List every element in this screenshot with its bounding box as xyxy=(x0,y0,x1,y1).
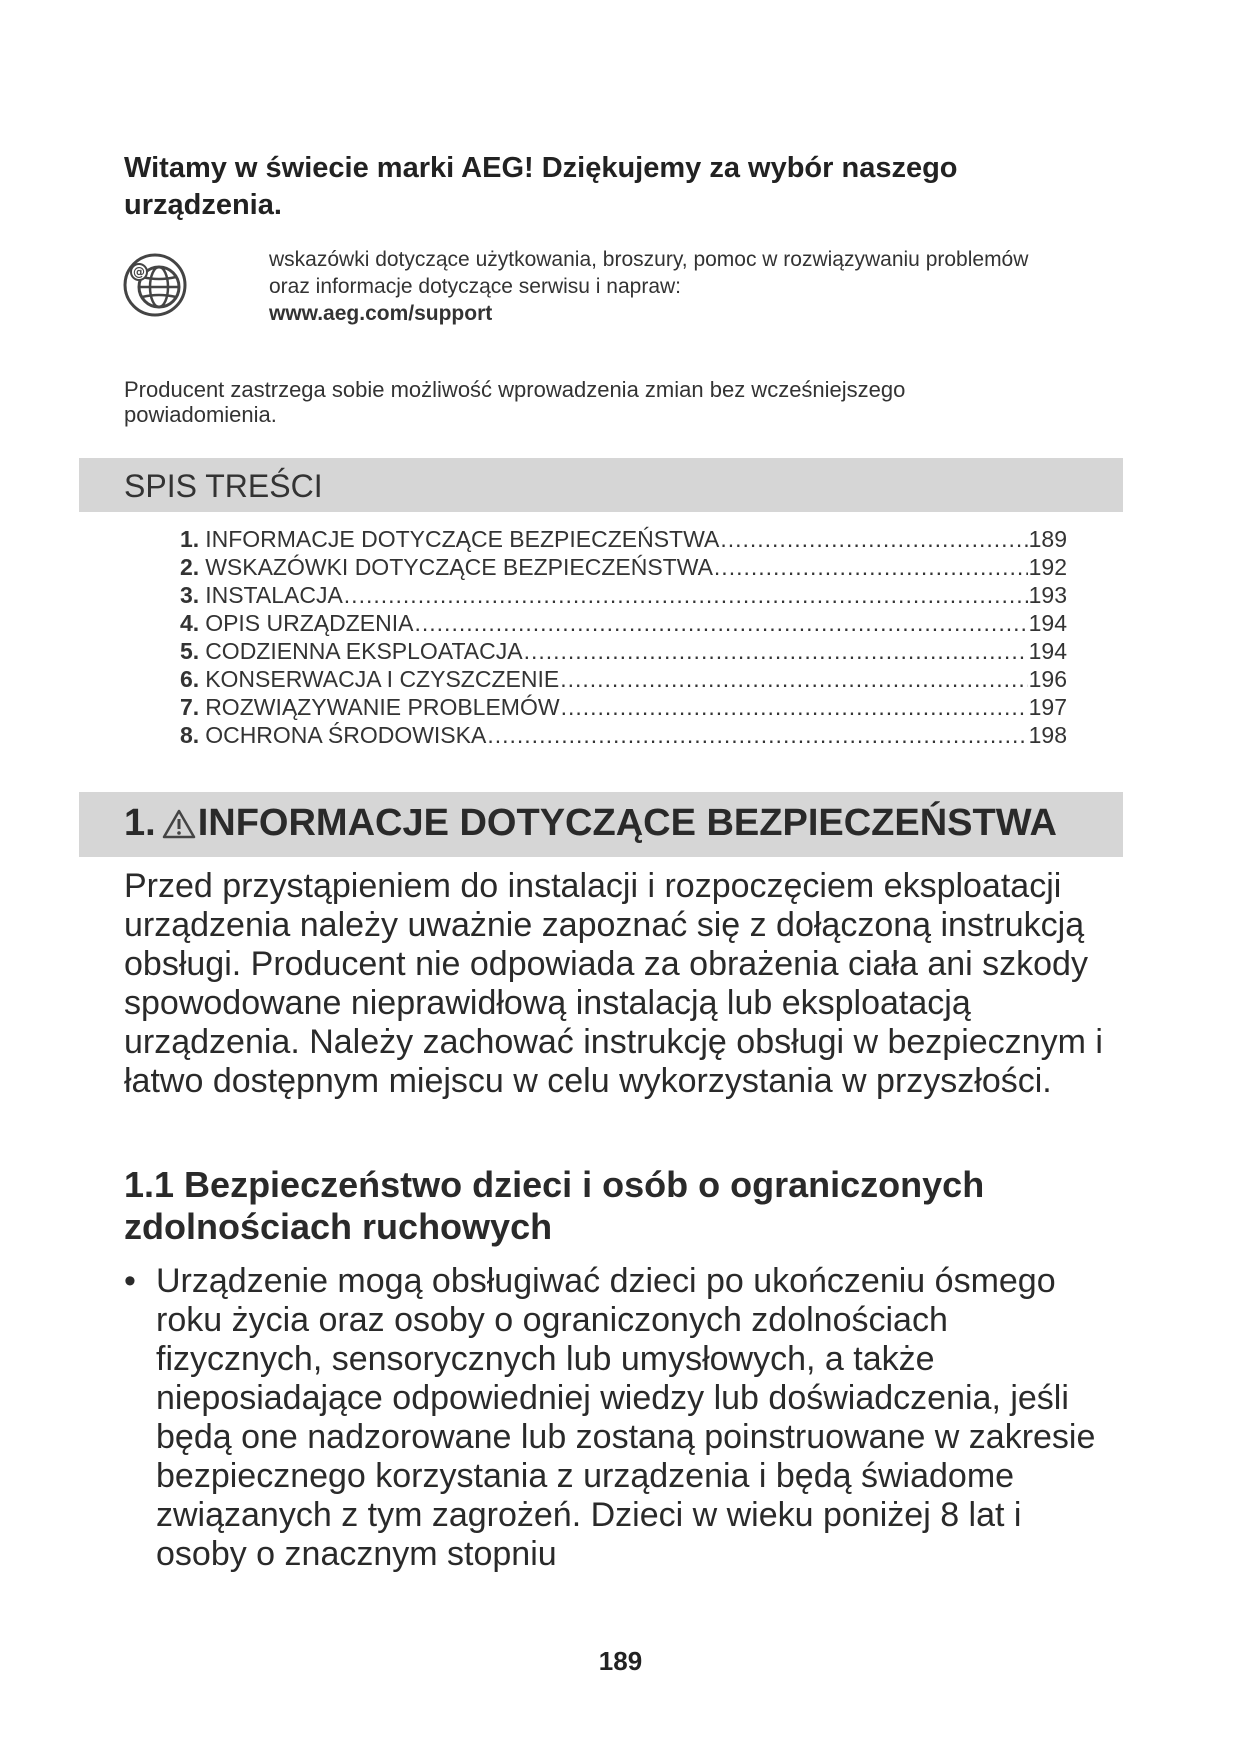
toc-item[interactable] xyxy=(180,581,1067,609)
bullet-mark: • xyxy=(124,1262,136,1300)
toc-item-page: 197 xyxy=(1028,694,1067,720)
disclaimer-text: Producent zastrzega sobie możliwość wprowadzenia zmian bez wcześniejszego powiadomienia. xyxy=(124,377,906,427)
section-header-band xyxy=(79,792,1123,857)
table-of-contents xyxy=(180,525,1067,749)
toc-item-label: OPIS URZĄDZENIA xyxy=(205,610,414,636)
warning-triangle-icon xyxy=(156,802,198,844)
toc-item-label: OCHRONA ŚRODOWISKA xyxy=(205,722,487,748)
welcome-heading: Witamy w świecie marki AEG! Dziękujemy za wybór naszego urządzenia. xyxy=(124,152,958,221)
toc-item-label: WSKAZÓWKI DOTYCZĄCE BEZPIECZEŃSTWA xyxy=(205,554,713,580)
svg-text:@: @ xyxy=(133,265,145,279)
toc-item-label: CODZIENNA EKSPLOATACJA xyxy=(205,638,523,664)
toc-item-page: 194 xyxy=(1028,610,1067,636)
toc-item-label: INFORMACJE DOTYCZĄCE BEZPIECZEŃSTWA xyxy=(205,526,720,552)
toc-item-page: 196 xyxy=(1028,666,1067,692)
toc-title: SPIS TREŚCI xyxy=(124,468,323,504)
support-info xyxy=(269,246,1129,327)
toc-leader-dots xyxy=(714,553,1028,581)
section-number: 1. xyxy=(124,802,156,844)
toc-item-number: 1. xyxy=(180,526,200,552)
toc-item-number: 5. xyxy=(180,638,200,664)
toc-item-label: KONSERWACJA I CZYSZCZENIE xyxy=(205,666,560,692)
section-heading xyxy=(124,802,1057,845)
toc-item[interactable] xyxy=(180,665,1067,693)
toc-leader-dots xyxy=(524,637,1028,665)
globe-at-icon xyxy=(122,252,188,318)
toc-item-page: 192 xyxy=(1028,554,1067,580)
list-item xyxy=(124,1262,1124,1574)
toc-leader-dots xyxy=(720,525,1027,553)
toc-item-number: 4. xyxy=(180,610,200,636)
safety-intro-paragraph: Przed przystąpieniem do instalacji i rozpoczęciem eksploatacji urządzenia należy uważnie zapoznać się z dołączoną instrukcją obsługi. Producent nie odpowiada za obrażenia ciała ani szkody spowodowane nieprawidłową instalacją lub eksploatacją urządzenia. Należy zachować instrukcję obsługi w bezpiecznym i łatwo dostępnym miejscu w celu wykorzystania w przyszłości. xyxy=(124,867,1103,1100)
toc-item-page: 198 xyxy=(1028,722,1067,748)
toc-item-page: 193 xyxy=(1028,582,1067,608)
toc-leader-dots xyxy=(487,721,1027,749)
toc-item-label: INSTALACJA xyxy=(205,582,343,608)
toc-item-number: 8. xyxy=(180,722,200,748)
support-url-link[interactable]: www.aeg.com/support xyxy=(269,302,493,325)
section-title: INFORMACJE DOTYCZĄCE BEZPIECZEŃSTWA xyxy=(197,802,1057,844)
toc-item[interactable] xyxy=(180,693,1067,721)
toc-leader-dots xyxy=(561,693,1028,721)
bullet-text: Urządzenie mogą obsługiwać dzieci po ukończeniu ósmego roku życia oraz osoby o ograniczonych zdolnościach fizycznych, sensorycznych lub umysłowych, a także nieposiadające odpowiedniej wiedzy lub doświadczenia, jeśli będą one nadzorowane lub zostaną poinstruowane w zakresie bezpiecznego korzystania z urządzenia i będą świadome związanych z tym zagrożeń. Dzieci w wieku poniżej 8 lat i osoby o znacznym stopniu xyxy=(156,1262,1096,1573)
toc-item[interactable] xyxy=(180,637,1067,665)
page-number: 189 xyxy=(598,1646,643,1676)
toc-item[interactable] xyxy=(180,553,1067,581)
toc-item[interactable] xyxy=(180,609,1067,637)
toc-item-page: 189 xyxy=(1028,526,1067,552)
support-line-2: oraz informacje dotyczące serwisu i napraw: xyxy=(269,275,682,298)
toc-item-number: 2. xyxy=(180,554,200,580)
toc-item[interactable] xyxy=(180,721,1067,749)
subsection-heading: 1.1 Bezpieczeństwo dzieci i osób o ograniczonych zdolnościach ruchowych xyxy=(124,1164,985,1247)
toc-item-number: 7. xyxy=(180,694,200,720)
toc-leader-dots xyxy=(415,609,1028,637)
toc-item[interactable] xyxy=(180,525,1067,553)
toc-item-page: 194 xyxy=(1028,638,1067,664)
toc-leader-dots xyxy=(344,581,1028,609)
toc-leader-dots xyxy=(560,665,1027,693)
toc-item-number: 3. xyxy=(180,582,200,608)
toc-header-band xyxy=(79,458,1123,512)
toc-item-number: 6. xyxy=(180,666,200,692)
support-line-1: wskazówki dotyczące użytkowania, broszury, pomoc w rozwiązywaniu problemów xyxy=(269,248,1029,271)
toc-item-label: ROZWIĄZYWANIE PROBLEMÓW xyxy=(205,694,560,720)
